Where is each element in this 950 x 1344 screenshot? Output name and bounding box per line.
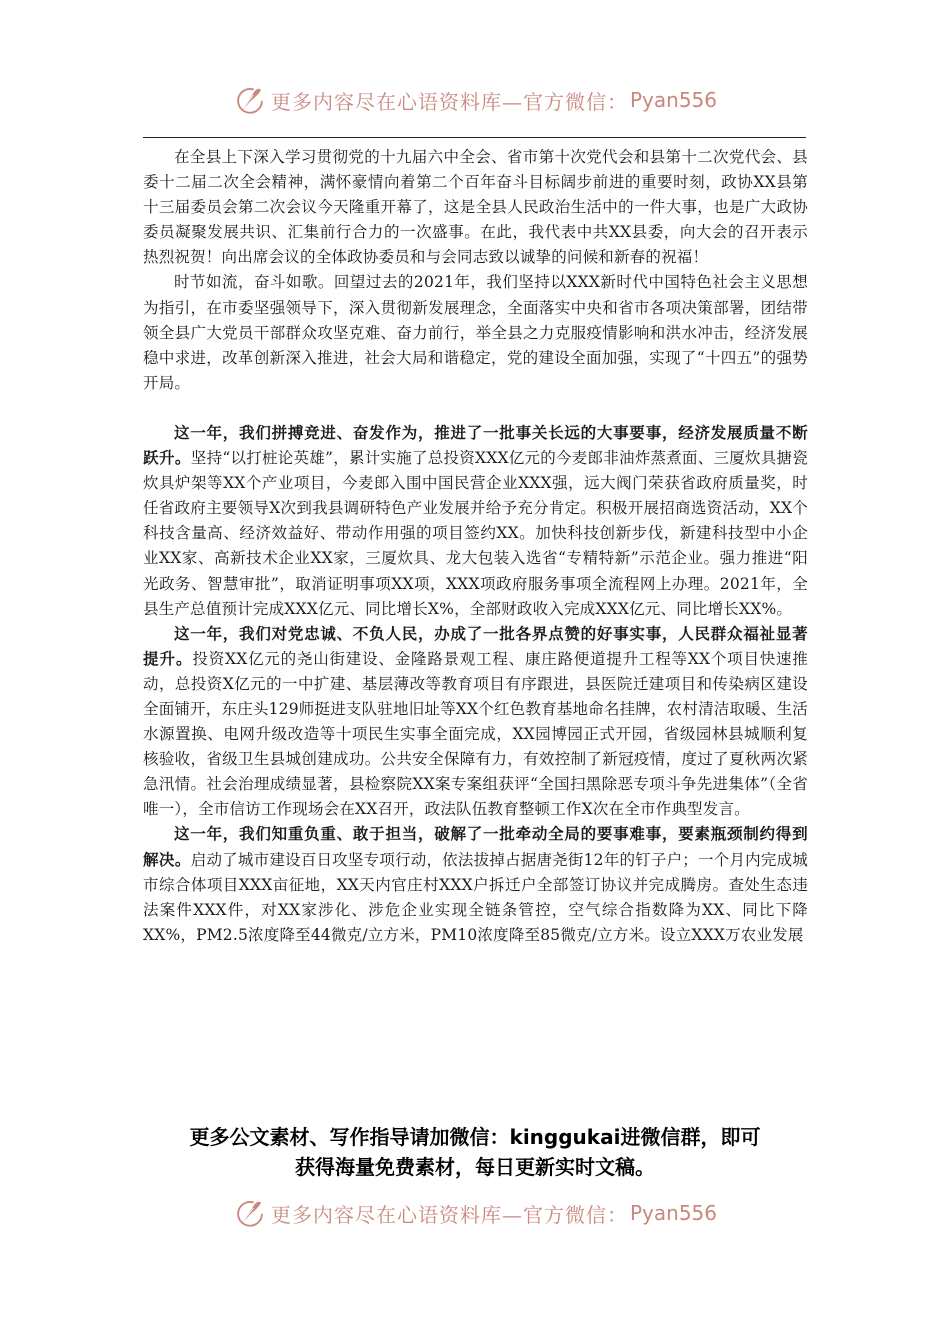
footer-brand-id: Pyan556 [629, 1201, 717, 1225]
header-divider [143, 137, 806, 138]
paragraph-lead: 这一年，我们知重负重、敢于担当，破解了一批牵动全局的要事难事，要素瓶颈制约得到解决。 [143, 825, 808, 869]
paragraph-review [143, 270, 808, 395]
document-body [143, 145, 808, 948]
promo-line-2: 获得海量免费素材，每日更新实时文稿。 [295, 1155, 655, 1179]
footer-brand-text: 更多内容尽在心语资料库—官方微信： [270, 1202, 628, 1227]
paragraph-economy [143, 421, 808, 622]
promo-line-1: 更多公文素材、写作指导请加微信：kinggukai进微信群，即可 [189, 1125, 761, 1149]
paragraph-opening [143, 145, 808, 270]
paragraph-text: 在全县上下深入学习贯彻党的十九届六中全会、省市第十次党代会和县第十二次党代会、县委十二届二次全会精神，满怀豪情向着第二个百年奋斗目标阔步前进的重要时刻，政协XX县第十三届委员会第二次会议今天隆重开幕了，这是全县人民政治生活中的一件大事，也是广大政协委员凝聚发展共识、汇集前行合力的一次盛事。在此，我代表中共XX县委，向大会的召开表示热烈祝贺！向出席会议的全体政协委员和与会同志致以诚挚的问候和新春的祝福！ [143, 148, 808, 267]
header-brand-id: Pyan556 [629, 88, 717, 112]
paragraph-text: 坚持“以打桩论英雄”，累计实施了总投资XXX亿元的今麦郎非油炸蒸煮面、三厦炊具搪瓷炊具炉架等XX个产业项目，今麦郎入围中国民营企业XXX强，远大阀门荣获省政府质量奖，时任省政府主要领导X次到我县调研特色产业发展并给予充分肯定。积极开展招商选资活动，XX个科技含量高、经济效益好、带动作用强的项目签约XX。加快科技创新步伐，新建科技型中小企业XX家、高新技术企业XX家，三厦炊具、龙大包装入选省“专精特新”示范企业。强力推进“阳光政务、智慧审批”，取消证明事项XX项，XXX项政府服务事项全流程网上办理。2021年，全县生产总值预计完成XXX亿元、同比增长X%，全部财政收入完成XXX亿元、同比增长XX%。 [143, 449, 808, 618]
quill-pen-logo-icon [233, 83, 267, 117]
paragraph-livelihood [143, 622, 808, 823]
quill-pen-logo-icon [233, 1196, 267, 1230]
paragraph-challenges [143, 822, 808, 947]
header-banner [0, 80, 950, 120]
paragraph-text: 启动了城市建设百日攻坚专项行动，依法拔掉占据唐尧街12年的钉子户；一个月内完成城市综合体项目XXX亩征地，XX天内官庄村XXX户拆迁户全部签订协议并完成腾房。查处生态违法案件XXX件，对XX家涉化、涉危企业实现全链条管控，空气综合指数降为XX、同比下降XX%，PM2.5浓度降至44微克/立方米，PM10浓度降至85微克/立方米。设立XXX万农业发展 [143, 850, 808, 944]
paragraph-lead: 这一年，我们拼搏竞进、奋发作为，推进了一批事关长远的大事要事，经济发展质量不断跃升。 [143, 423, 808, 468]
footer-banner [0, 1193, 950, 1233]
promo-note [140, 1122, 810, 1182]
paragraph-text: 时节如流，奋斗如歌。回望过去的2021年，我们坚持以XXX新时代中国特色社会主义思想为指引，在市委坚强领导下，深入贯彻新发展理念，全面落实中央和省市各项决策部署，团结带领全县广大党员干部群众攻坚克难、奋力前行，举全县之力克服疫情影响和洪水冲击，经济发展稳中求进，改革创新深入推进，社会大局和谐稳定，党的建设全面加强，实现了“十四五”的强势开局。 [143, 273, 808, 392]
paragraph-text: 投资XX亿元的尧山街建设、金隆路景观工程、康庄路便道提升工程等XX个项目快速推动，总投资X亿元的一中扩建、基层薄改等教育项目有序跟进，县医院迁建项目和传染病区建设全面铺开，东庄头129师挺进支队驻地旧址等XX个红色教育基地命名挂牌，农村清洁取暖、生活水源置换、电网升级改造等十项民生实事全面完成，XX园博园正式开园，省级园林县城顺利复核验收，省级卫生县城创建成功。公共安全保障有力，有效控制了新冠疫情，度过了夏秋两次紧急汛情。社会治理成绩显著，县检察院XX案专案组获评“全国扫黑除恶专项斗争先进集体”（全省唯一），全市信访工作现场会在XX召开，政法队伍教育整顿工作X次在全市作典型发言。 [143, 649, 808, 819]
paragraph-lead: 这一年，我们对党忠诚、不负人民，办成了一批各界点赞的好事实事，人民群众福祉显著提升。 [143, 624, 808, 668]
header-brand-text: 更多内容尽在心语资料库—官方微信： [270, 89, 628, 114]
